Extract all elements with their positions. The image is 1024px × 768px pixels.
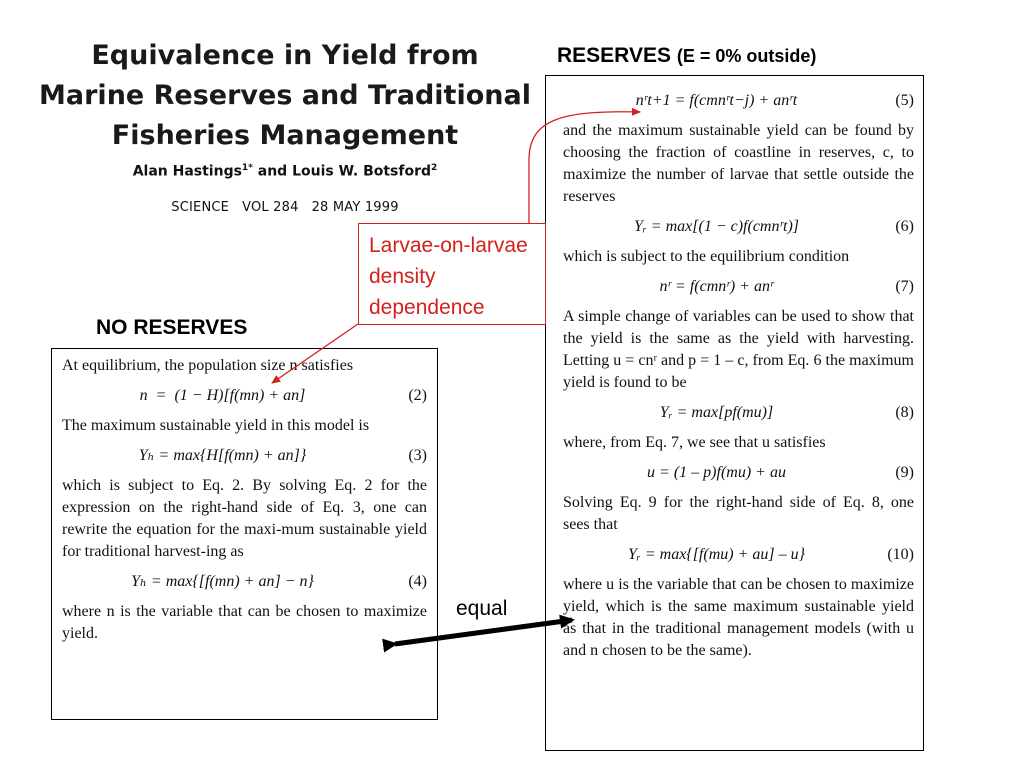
author-and: and Louis W. Botsford: [252, 163, 432, 180]
reserves-paragraph-5: Solving Eq. 9 for the right-hand side of Eq. 8, one sees that: [563, 494, 914, 533]
equation-2-number: (2): [408, 387, 427, 404]
equation-7-number: (7): [895, 278, 914, 295]
reserves-paragraph-1: and the maximum sustainable yield can be found by choosing the fraction of coastline in reserves, c, to maximize the number of larvae that settle outside the reserves: [563, 122, 914, 205]
callout-arrow-to-no-reserves: [272, 324, 358, 383]
author-first: Alan Hastings: [132, 163, 242, 180]
equation-10-expr: Yᵣ = max{[f(mu) + au] – u}: [628, 546, 805, 563]
equation-3-number: (3): [408, 447, 427, 464]
reserves-heading-main: RESERVES: [557, 44, 671, 67]
callout-arrow-to-eq5: [529, 112, 640, 223]
reserves-paragraph-2: which is subject to the equilibrium condition: [563, 248, 850, 265]
author-affil-2: 2: [431, 163, 438, 173]
equation-9-number: (9): [895, 464, 914, 481]
equation-4-number: (4): [408, 573, 427, 590]
equation-10-number: (10): [887, 546, 914, 563]
paper-citation: SCIENCE VOL 284 28 MAY 1999: [171, 200, 399, 215]
equation-9-expr: u = (1 – p)f(mu) + au: [647, 464, 786, 481]
equation-8-number: (8): [895, 404, 914, 421]
no-reserves-paragraph-2: The maximum sustainable yield in this model is: [62, 417, 370, 434]
equation-4-expr: Yₕ = max{[f(mn) + an] − n}: [131, 573, 314, 590]
equation-6-expr: Yᵣ = max[(1 − c)f(cmnʳt)]: [633, 218, 800, 235]
reserves-paragraph-3: A simple change of variables can be used to show that the yield is the same as the yield with harvesting. Letting u = cnʳ and p = 1 – c, from Eq. 6 the maximum yield is found to be: [563, 308, 914, 391]
equation-2-expr: n = (1 − H)[f(mn) + an]: [139, 387, 306, 404]
no-reserves-paragraph-4: where n is the variable that can be chosen to maximize yield.: [62, 603, 427, 642]
author-affil-1: 1*: [241, 163, 253, 173]
no-reserves-paragraph-1: At equilibrium, the population size n satisfies: [62, 357, 354, 374]
title-line: Marine Reserves and Traditional: [39, 80, 531, 111]
equation-6-number: (6): [895, 218, 914, 235]
reserves-paragraph-6: where u is the variable that can be chosen to maximize yield, which is the same maximum sustainable yield as that in the traditional management models (with u and n chosen to be the same).: [563, 576, 914, 659]
title-line: Equivalence in Yield from: [91, 40, 479, 71]
title-line: Fisheries Management: [111, 120, 459, 151]
no-reserves-heading: NO RESERVES: [96, 316, 248, 339]
no-reserves-paragraph-3: which is subject to Eq. 2. By solving Eq. 2 for the expression on the right-hand side of Eq. 3, one can rewrite the equation for the maxi-mum sustainable yield for traditional harvest-ing as: [62, 477, 427, 560]
reserves-paragraph-4: where, from Eq. 7, we see that u satisfies: [563, 434, 826, 451]
density-dependence-callout: Larvae-on-larvae density dependence: [358, 223, 546, 325]
equation-5-expr: nʳt+1 = f(cmnʳt−j) + anʳt: [635, 92, 798, 109]
equal-double-arrow: [395, 620, 572, 644]
equation-5-number: (5): [895, 92, 914, 109]
equal-label: equal: [456, 597, 508, 620]
equation-8-expr: Yᵣ = max[pf(mu)]: [659, 404, 774, 421]
equation-3-expr: Yₕ = max{H[f(mn) + an]}: [138, 447, 307, 464]
reserves-heading-sub: (E = 0% outside): [676, 46, 817, 66]
equation-7-expr: nʳ = f(cmnʳ) + anʳ: [659, 278, 774, 295]
